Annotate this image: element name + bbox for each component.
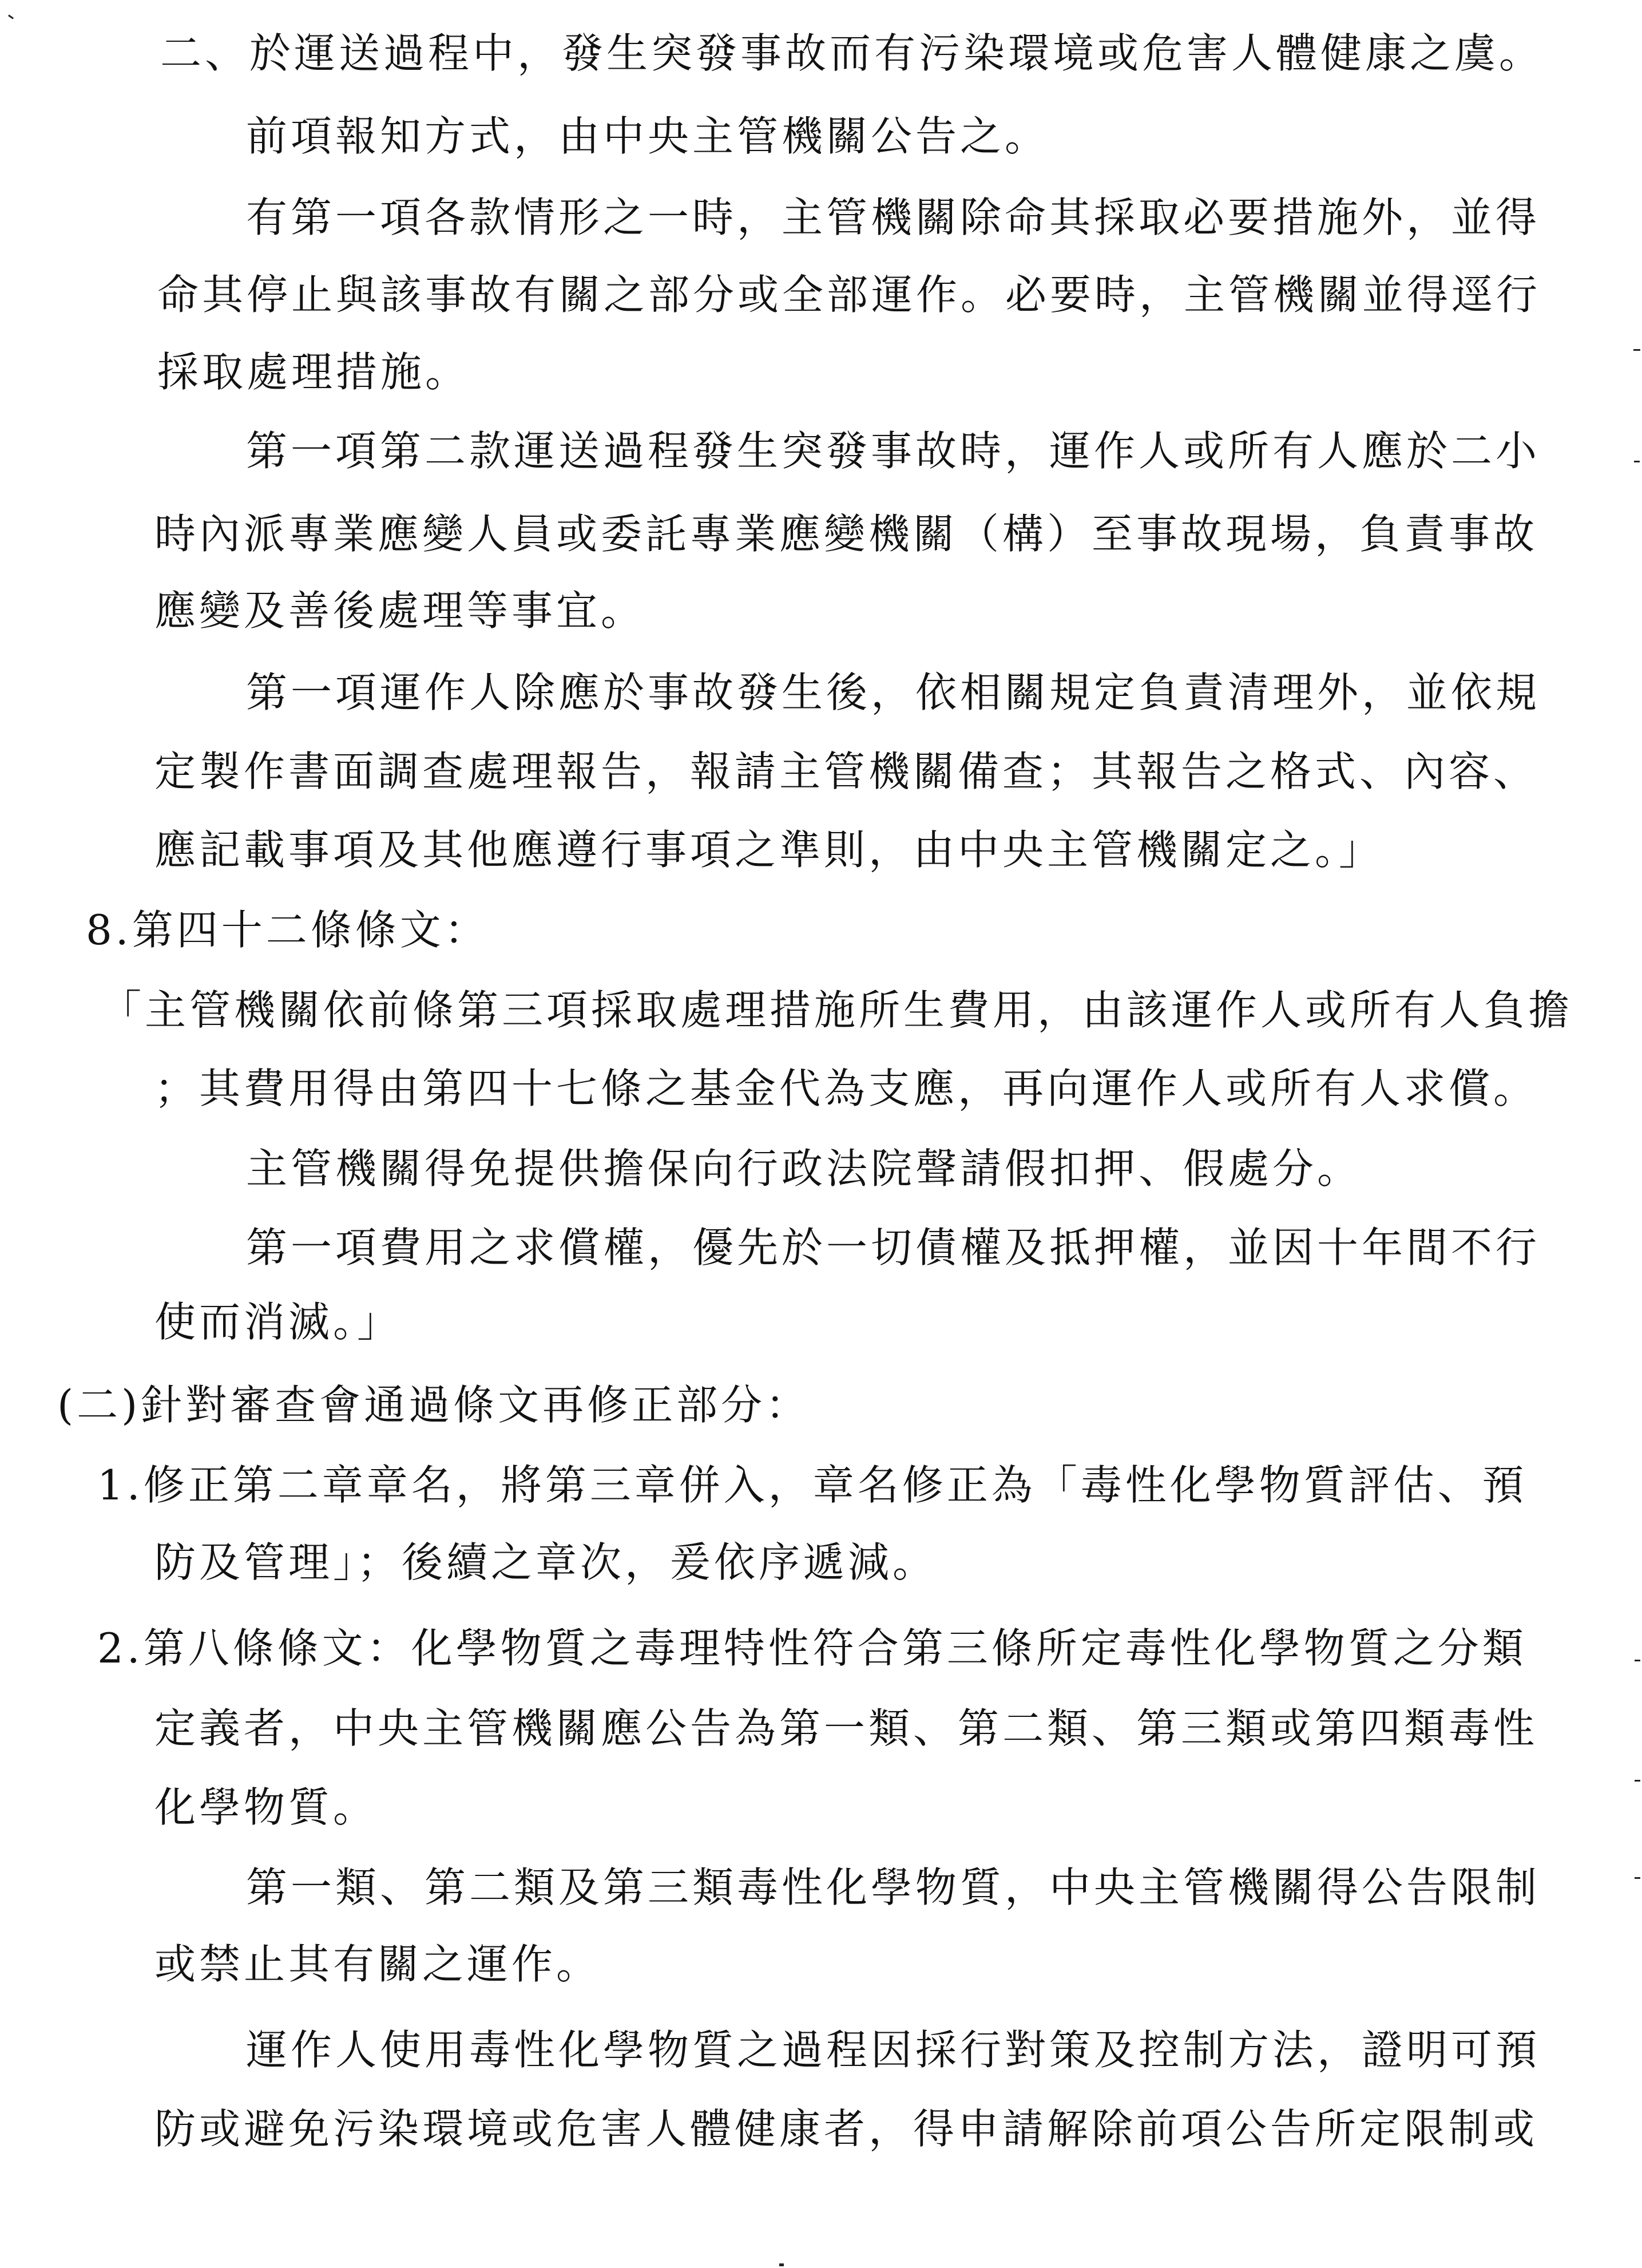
text-line: 化學物質。 xyxy=(154,1783,378,1831)
text-line: 時內派專業應變人員或委託專業應變機關（構）至事故現場，負責事故 xyxy=(154,510,1538,558)
text-line: 「主管機關依前條第三項採取處理措施所生費用，由該運作人或所有人負擔 xyxy=(100,986,1573,1034)
scan-speck xyxy=(8,14,14,19)
text-line: 應記載事項及其他應遵行事項之準則，由中央主管機關定之。」 xyxy=(154,826,1384,874)
text-line: 第一項第二款運送過程發生突發事故時，運作人或所有人應於二小 xyxy=(246,427,1541,475)
text-line: 使而消滅。」 xyxy=(154,1298,402,1346)
scan-speck xyxy=(1635,1877,1640,1879)
text-line: 前項報知方式，由中央主管機關公告之。 xyxy=(246,112,1050,160)
text-line: 定義者，中央主管機關應公告為第一類、第二類、第三類或第四類毒性 xyxy=(154,1704,1538,1752)
text-line: 命其停止與該事故有關之部分或全部運作。必要時，主管機關並得逕行 xyxy=(157,271,1541,319)
scan-speck xyxy=(779,2263,784,2266)
text-line: 二、於運送過程中，發生突發事故而有污染環境或危害人體健康之虞。 xyxy=(160,29,1544,77)
text-line: 運作人使用毒性化學物質之過程因採行對策及控制方法，證明可預 xyxy=(246,2026,1541,2074)
text-line: 主管機關得免提供擔保向行政法院聲請假扣押、假處分。 xyxy=(246,1145,1362,1193)
text-line: 定製作書面調查處理報告，報請主管機關備查；其報告之格式、內容、 xyxy=(154,747,1538,795)
scan-speck xyxy=(1635,1660,1640,1661)
text-line: 防或避免污染環境或危害人體健康者，得申請解除前項公告所定限制或 xyxy=(154,2105,1538,2153)
text-line: 防及管理」；後續之章次，爰依序遞減。 xyxy=(154,1538,938,1586)
text-line: 2.第八條條文：化學物質之毒理特性符合第三條所定毒性化學物質之分類 xyxy=(97,1624,1527,1672)
text-line: 應變及善後處理等事宜。 xyxy=(154,587,646,635)
text-line: 有第一項各款情形之一時，主管機關除命其採取必要措施外，並得 xyxy=(246,193,1541,242)
text-line: 第一類、第二類及第三類毒性化學物質，中央主管機關得公告限制 xyxy=(246,1863,1541,1911)
text-line: 1.修正第二章章名，將第三章併入，章名修正為「毒性化學物質評估、預 xyxy=(97,1461,1527,1509)
text-line: 採取處理措施。 xyxy=(157,348,470,396)
scan-speck xyxy=(1634,461,1640,462)
text-line: 第一項運作人除應於事故發生後，依相關規定負責清理外，並依規 xyxy=(246,668,1541,717)
text-line: ；其費用得由第四十七條之基金代為支應，再向運作人或所有人求償。 xyxy=(154,1064,1538,1113)
text-line: 第一項費用之求償權，優先於一切債權及抵押權，並因十年間不行 xyxy=(246,1224,1541,1272)
text-line: 8.第四十二條條文： xyxy=(86,906,489,954)
scan-speck xyxy=(1633,349,1640,351)
scan-speck xyxy=(1635,1780,1640,1782)
text-line: 或禁止其有關之運作。 xyxy=(154,1940,601,1988)
text-line: (二)針對審查會通過條文再修正部分： xyxy=(57,1381,811,1429)
